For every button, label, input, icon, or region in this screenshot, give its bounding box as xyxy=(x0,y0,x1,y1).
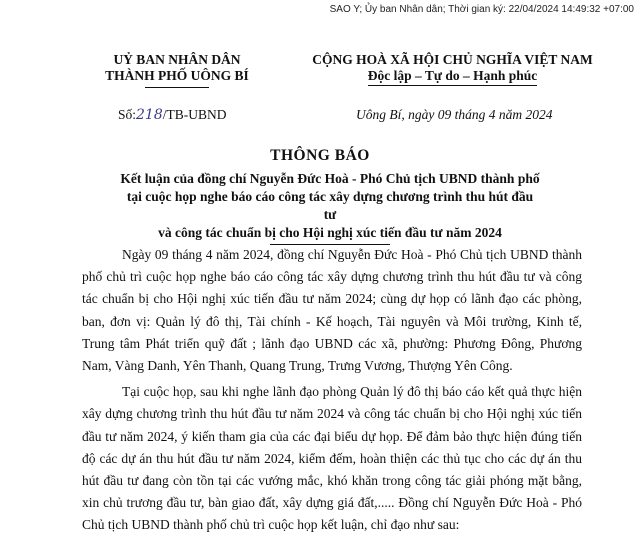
issuing-authority xyxy=(92,52,262,88)
issuer-line-1: UỶ BAN NHÂN DÂN xyxy=(113,52,241,67)
document-number xyxy=(118,107,227,123)
doc-number-suffix: /TB-UBND xyxy=(162,107,227,122)
subject-line-3: và công tác chuẩn bị cho Hội nghị xúc tiến đầu tư năm 2024 xyxy=(158,225,502,240)
body-paragraph-1: Ngày 09 tháng 4 năm 2024, đồng chí Nguyễn Đức Hoà - Phó Chủ tịch UBND thành phố chủ trì cuộc họp nghe báo cáo công tác xây dựng chương trình thu hút đầu tư và công tác chuẩn bị cho Hội nghị xúc tiến đầu tư năm 2024; cùng dự họp có lãnh đạo các phòng, ban, đơn vị: Quản lý đô thị, Tài chính - Kế hoạch, Tài nguyên và Môi trường, Kinh tế, Trung tâm Phát triển quỹ đất ; lãnh đạo UBND các xã, phường: Phương Đông, Phương Nam, Vàng Danh, Yên Thanh, Quang Trung, Trưng Vương, Thượng Yên Công. xyxy=(82,247,582,374)
doc-number-prefix: Số: xyxy=(118,107,137,122)
body-paragraph-2: Tại cuộc họp, sau khi nghe lãnh đạo phòng Quản lý đô thị báo cáo kết quả thực hiện xây dựng chương trình thu hút đầu tư năm 2024 và công tác chuẩn bị cho Hội nghị xúc tiến đầu tư năm 2024, ý kiến tham gia của các đại biểu dự họp. Để đảm bảo thực hiện đúng tiến độ các dự án thu hút đầu tư năm 2024, kiểm đếm, hoàn thiện các thủ tục cho các dự án thu hút đầu tư đang còn tồn tại các vướng mắc, khó khăn trong công tác giải phóng mặt bằng, xin chủ trương đầu tư, bàn giao đất, xây dựng giá đất,..... Đồng chí Nguyễn Đức Hoà - Phó Chủ tịch UBND thành phố chủ trì cuộc họp kết luận, chỉ đạo như sau: xyxy=(82,384,582,533)
subject-line-2: tại cuộc họp nghe báo cáo công tác xây dựng chương trình thu hút đầu tư xyxy=(126,189,534,222)
document-title: THÔNG BÁO xyxy=(270,147,370,164)
place-and-date: Uông Bí, ngày 09 tháng 4 năm 2024 xyxy=(356,107,553,122)
doc-number-handwritten: 218 xyxy=(136,107,163,123)
document-subject xyxy=(120,170,540,245)
nation-name: CỘNG HOÀ XÃ HỘI CHỦ NGHĨA VIỆT NAM xyxy=(312,52,593,67)
digital-signature-stamp: SAO Y; Ủy ban Nhân dân; Thời gian ký: 22/04/2024 14:49:32 +07:00 xyxy=(329,4,634,15)
national-header xyxy=(285,52,620,86)
subject-line-1: Kết luận của đồng chí Nguyễn Đức Hoà - Phó Chủ tịch UBND thành phố xyxy=(120,171,540,186)
issuer-underline xyxy=(145,87,209,88)
national-motto: Độc lập – Tự do – Hạnh phúc xyxy=(368,68,538,86)
issuer-line-2: THÀNH PHỐ UÔNG BÍ xyxy=(105,68,249,83)
document-body xyxy=(82,244,582,537)
